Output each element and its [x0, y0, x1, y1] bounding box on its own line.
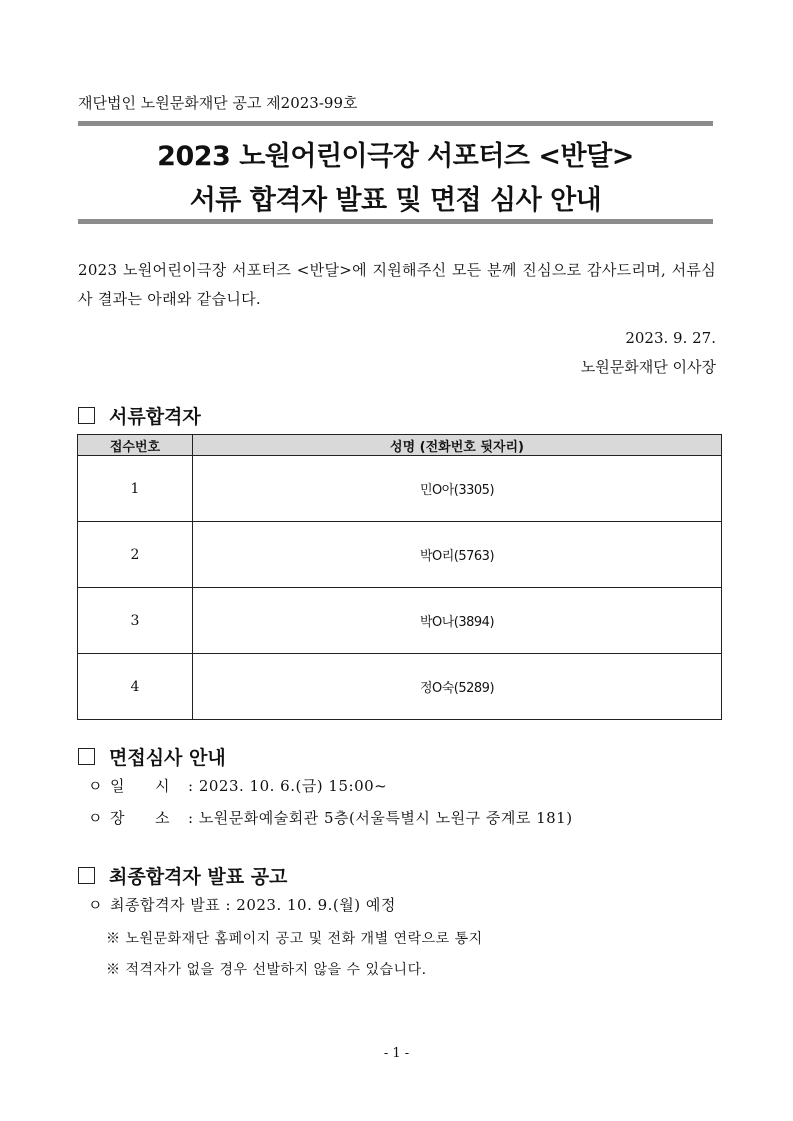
section-heading-interview-text: 면접심사 안내	[109, 747, 226, 769]
bullet-icon: ㅇ	[88, 809, 103, 827]
section-heading-interview	[78, 743, 226, 770]
cell-name: 정O숙(5289)	[193, 654, 722, 720]
interview-place-line	[88, 807, 573, 828]
notice-number: 재단법인 노원문화재단 공고 제2023-99호	[78, 94, 358, 112]
bullet-icon: ㅇ	[88, 896, 103, 914]
page-title-line-1: 2023 노원어린이극장 서포터즈 <반달>	[157, 141, 634, 172]
checkbox-square-icon	[78, 867, 95, 884]
page-number: - 1 -	[383, 1046, 410, 1061]
column-header-name: 성명 (전화번호 뒷자리)	[193, 435, 722, 456]
notice-signer: 노원문화재단 이사장	[580, 358, 716, 376]
checkbox-square-icon	[78, 748, 95, 765]
final-announce-line	[88, 894, 396, 915]
cell-name: 민O아(3305)	[193, 456, 722, 522]
intro-paragraph: 2023 노원어린이극장 서포터즈 <반달>에 지원해주신 모든 분께 진심으로 감사드리며, 서류심사 결과는 아래와 같습니다.	[78, 261, 716, 308]
table-header-row	[78, 435, 722, 456]
table-row	[78, 654, 722, 720]
cell-number: 1	[78, 456, 193, 522]
table-row	[78, 522, 722, 588]
cell-number: 3	[78, 588, 193, 654]
bullet-icon: ㅇ	[88, 777, 103, 795]
cell-number: 4	[78, 654, 193, 720]
title-top-rule	[78, 121, 713, 126]
section-heading-results	[78, 402, 201, 429]
cell-name: 박O리(5763)	[193, 522, 722, 588]
note-notification: ※ 노원문화재단 홈페이지 공고 및 전화 개별 연락으로 통지	[106, 931, 483, 947]
title-bottom-rule	[78, 219, 713, 224]
section-heading-final	[78, 862, 287, 889]
interview-place-value: : 노원문화예술회관 5층(서울특별시 노원구 중계로 181)	[188, 809, 573, 827]
interview-date-line	[88, 775, 387, 796]
final-announce-text: 최종합격자 발표 : 2023. 10. 9.(월) 예정	[110, 896, 396, 914]
page-title-line-2: 서류 합격자 발표 및 면접 심사 안내	[189, 185, 602, 216]
section-heading-final-text: 최종합격자 발표 공고	[109, 866, 288, 888]
interview-date-label: 일 시	[110, 777, 170, 795]
cell-name: 박O나(3894)	[193, 588, 722, 654]
table-row	[78, 588, 722, 654]
table-row	[78, 456, 722, 522]
interview-place-label: 장 소	[110, 809, 170, 827]
column-header-number: 접수번호	[78, 435, 193, 456]
results-table	[77, 434, 722, 720]
notice-date: 2023. 9. 27.	[625, 329, 716, 347]
interview-date-value: : 2023. 10. 6.(금) 15:00~	[188, 777, 388, 795]
checkbox-square-icon	[78, 407, 95, 424]
cell-number: 2	[78, 522, 193, 588]
note-no-selection: ※ 적격자가 없을 경우 선발하지 않을 수 있습니다.	[106, 962, 427, 978]
section-heading-results-text: 서류합격자	[109, 406, 201, 428]
